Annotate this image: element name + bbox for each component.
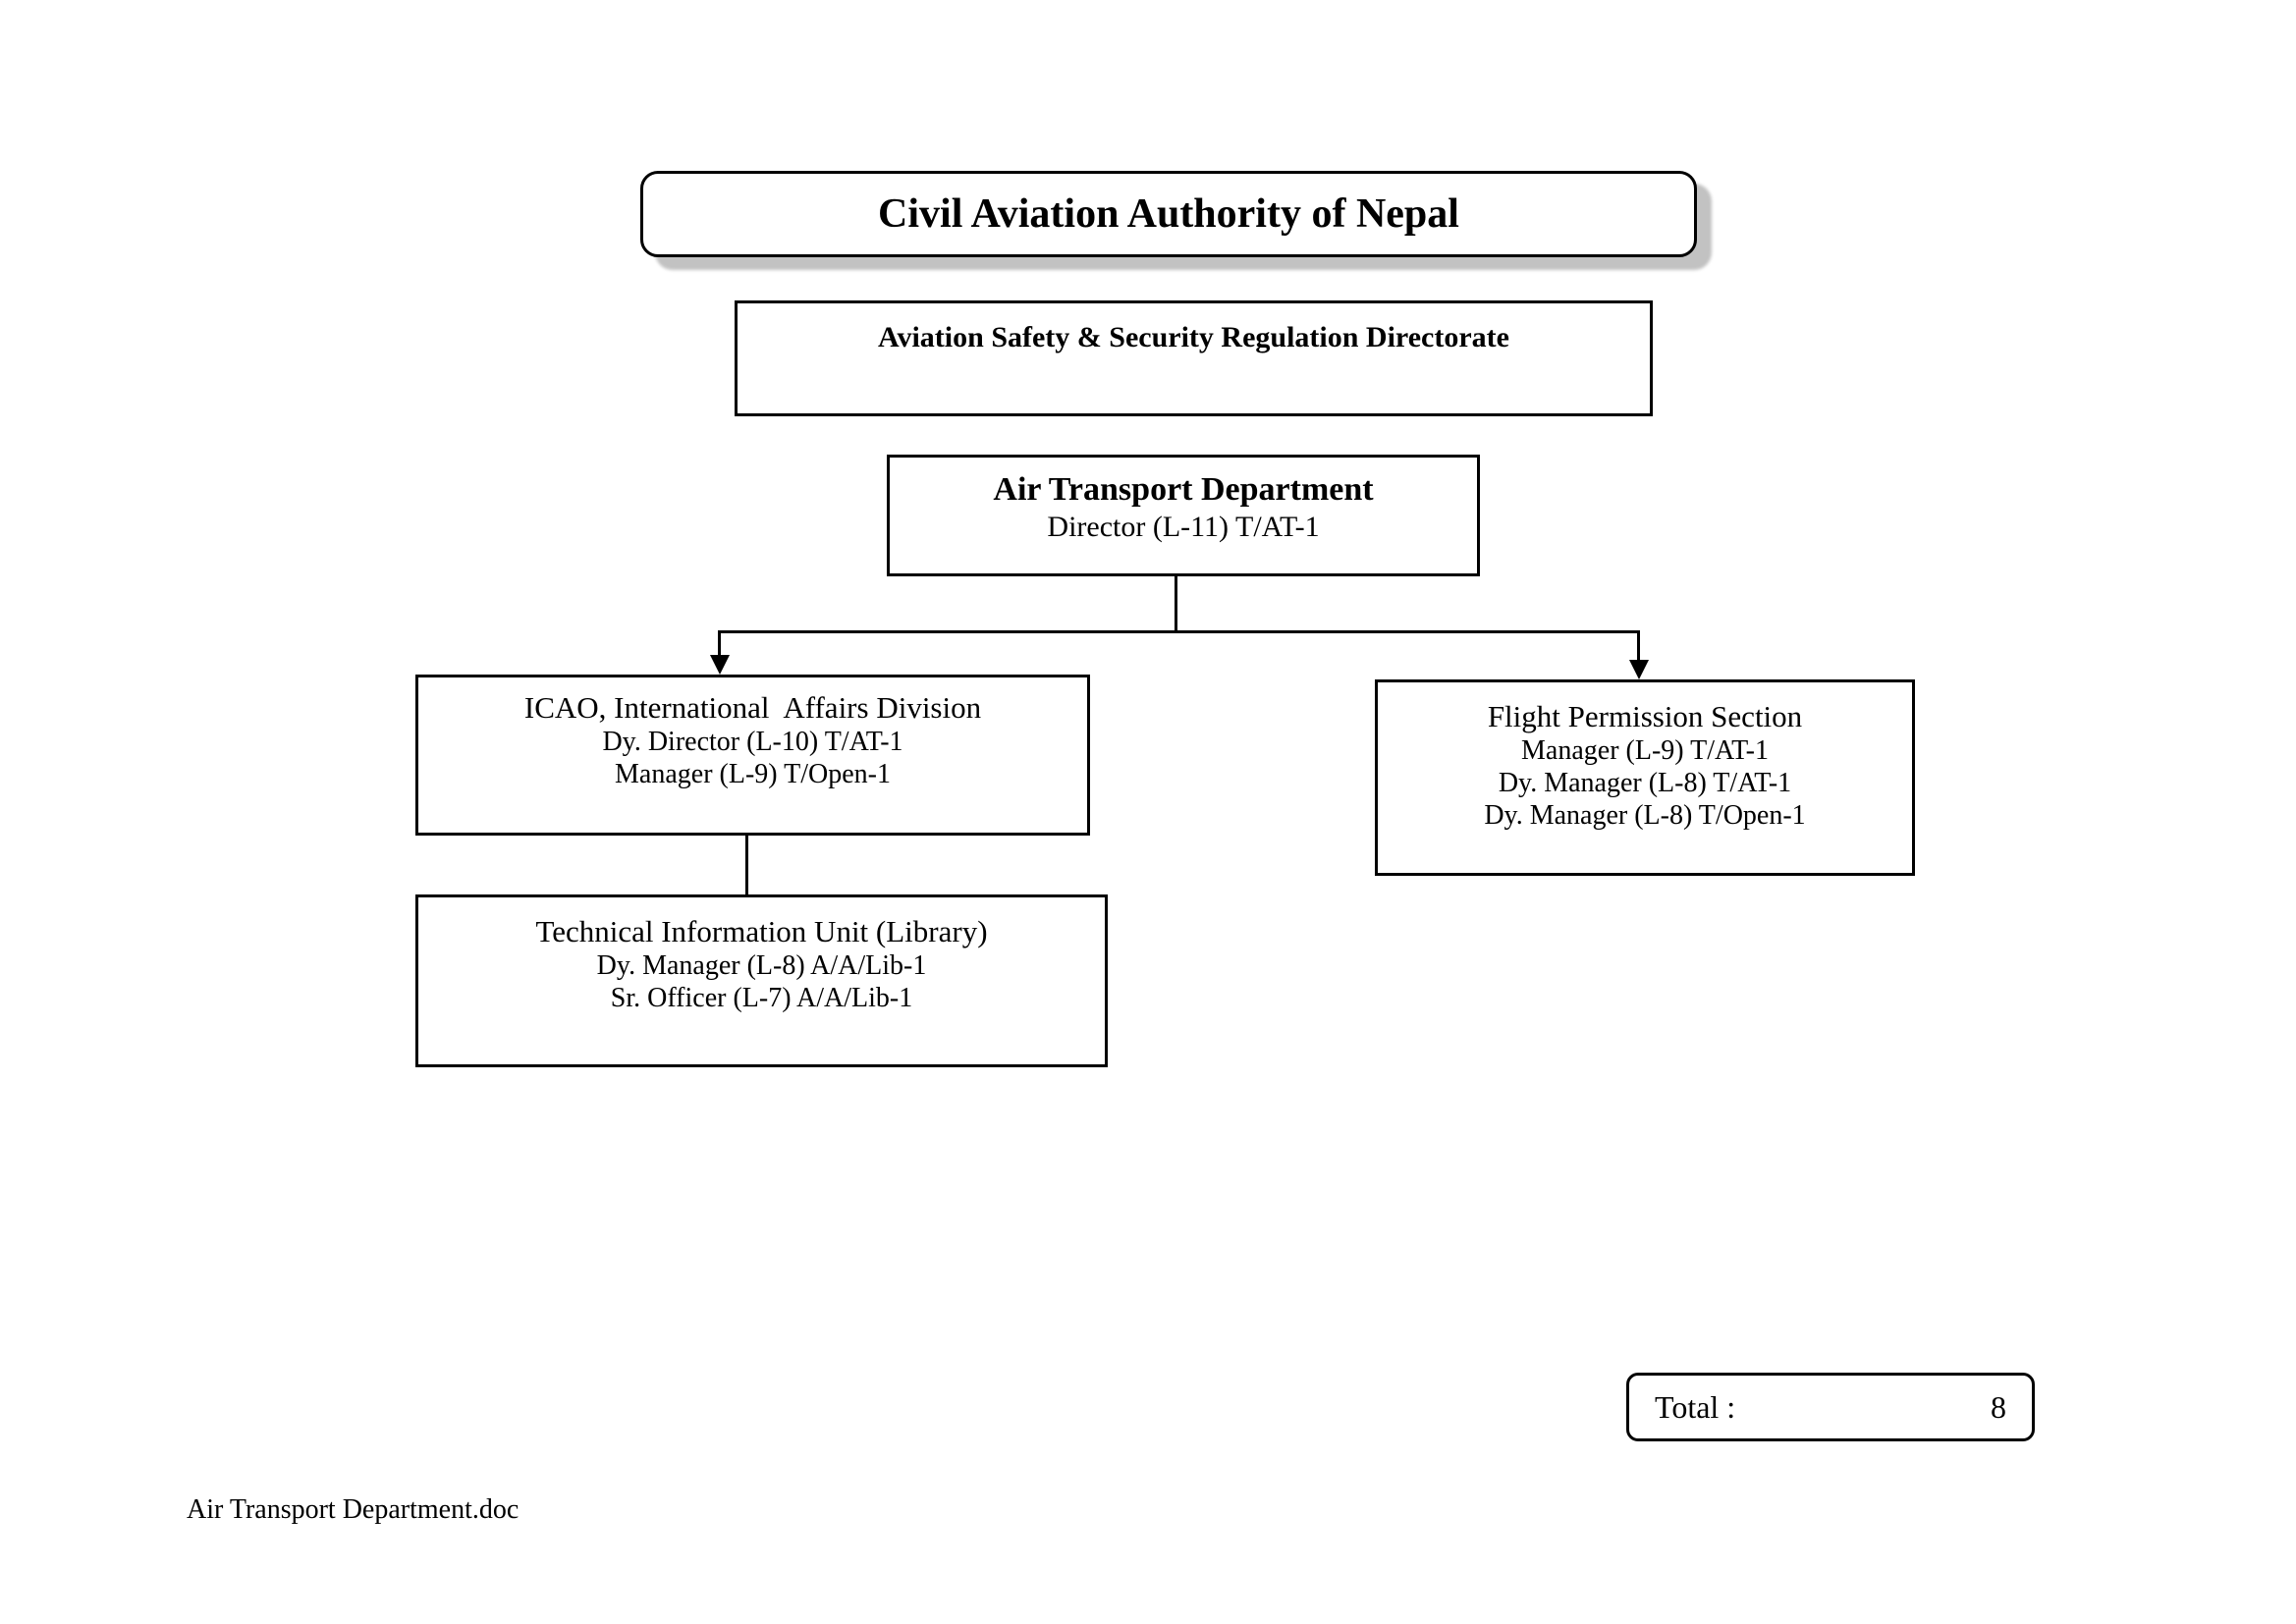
node-air-transport-department (887, 455, 1480, 576)
staff-line: Manager (L-9) T/AT-1 (1521, 735, 1769, 767)
document-filename: Air Transport Department.doc (187, 1494, 519, 1525)
staff-line: Dy. Director (L-10) T/AT-1 (602, 727, 903, 758)
node-title: Technical Information Unit (Library) (535, 914, 988, 948)
staff-line: Director (L-11) T/AT-1 (1047, 511, 1320, 544)
total-box (1626, 1373, 2035, 1441)
node-title: Air Transport Department (993, 471, 1374, 508)
total-label: Total : (1655, 1388, 1736, 1425)
arrow-down-icon (1629, 660, 1649, 679)
staff-line: Sr. Officer (L-7) A/A/Lib-1 (610, 983, 913, 1014)
total-value: 8 (1991, 1388, 2006, 1425)
staff-line: Dy. Manager (L-8) T/AT-1 (1498, 768, 1792, 799)
node-title: Civil Aviation Authority of Nepal (878, 191, 1459, 237)
node-technical-information-unit (415, 894, 1108, 1067)
node-title: ICAO, International Affairs Division (523, 690, 982, 725)
staff-line: Dy. Manager (L-8) T/Open-1 (1484, 800, 1806, 832)
staff-line: Dy. Manager (L-8) A/A/Lib-1 (596, 950, 927, 982)
staff-line: Manager (L-9) T/Open-1 (615, 759, 891, 790)
node-civil-aviation-authority (640, 171, 1697, 257)
node-icao-international-affairs-division (415, 675, 1090, 836)
node-flight-permission-section (1375, 679, 1915, 876)
node-title: Aviation Safety & Security Regulation Directorate (878, 321, 1509, 353)
connector-icao-to-technical (745, 836, 748, 894)
arrow-down-icon (710, 655, 730, 675)
connector-department-stub (1175, 576, 1177, 633)
node-title: Flight Permission Section (1487, 699, 1803, 733)
connector-split-horizontal (719, 630, 1640, 633)
node-aviation-safety-directorate (735, 300, 1653, 416)
